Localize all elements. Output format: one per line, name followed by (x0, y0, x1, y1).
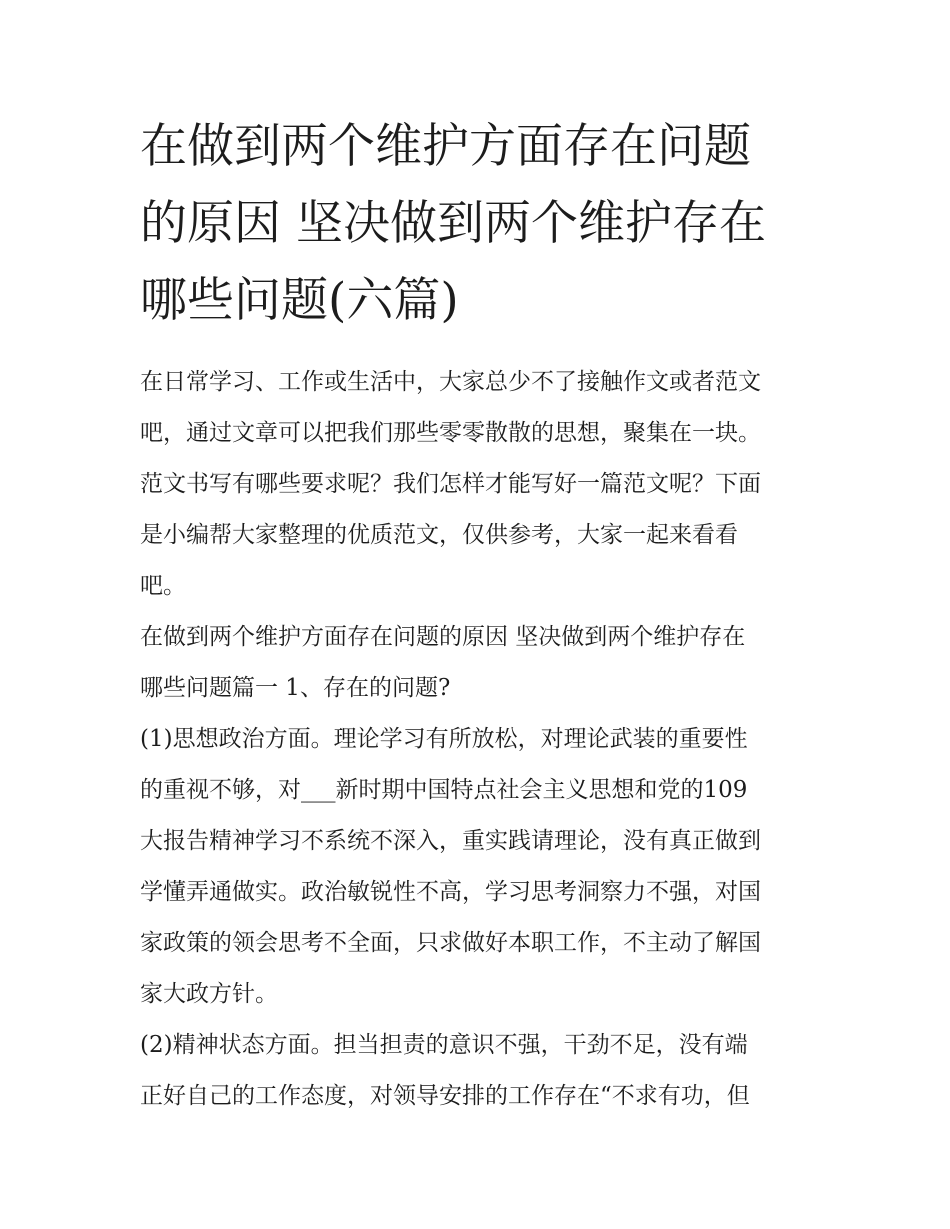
text-line: 吧。 (140, 573, 186, 599)
text-line: (1)思想政治方面。理论学习有所放松，对理论武装的重要性 (140, 726, 748, 752)
text-line: 在做到两个维护方面存在问题的原因 坚决做到两个维护存在 (140, 624, 746, 650)
text-line: 的重视不够，对___新时期中国特点社会主义思想和党的109 (140, 777, 748, 803)
document-title (140, 108, 820, 339)
title-line: 的原因 坚决做到两个维护存在 (140, 196, 766, 251)
text-line: 在日常学习、工作或生活中，大家总少不了接触作文或者范文 (140, 369, 761, 395)
text-line: (2)精神状态方面。担当担责的意识不强，干劲不足，没有端 (140, 1032, 748, 1058)
text-line: 范文书写有哪些要求呢？我们怎样才能写好一篇范文呢？下面 (140, 471, 761, 497)
text-line: 大报告精神学习不系统不深入，重实践请理论，没有真正做到 (140, 828, 761, 854)
text-line: 家大政方针。 (140, 981, 278, 1007)
document-body (140, 357, 830, 1122)
text-line: 正好自己的工作态度，对领导安排的工作存在“不求有功，但 (140, 1083, 750, 1109)
title-line: 在做到两个维护方面存在问题 (140, 119, 751, 174)
title-line: 哪些问题(六篇) (140, 273, 459, 328)
text-line: 吧，通过文章可以把我们那些零零散散的思想，聚集在一块。 (140, 420, 761, 446)
political-thought-paragraph (140, 714, 830, 1020)
text-line: 家政策的领会思考不全面，只求做好本职工作，不主动了解国 (140, 930, 761, 956)
section-heading-paragraph (140, 612, 830, 714)
mental-state-paragraph (140, 1020, 830, 1122)
text-line: 学懂弄通做实。政治敏锐性不高，学习思考洞察力不强，对国 (140, 879, 761, 905)
text-line: 哪些问题篇一 1、存在的问题? (140, 675, 451, 701)
text-line: 是小编帮大家整理的优质范文，仅供参考，大家一起来看看 (140, 522, 738, 548)
intro-paragraph (140, 357, 830, 612)
